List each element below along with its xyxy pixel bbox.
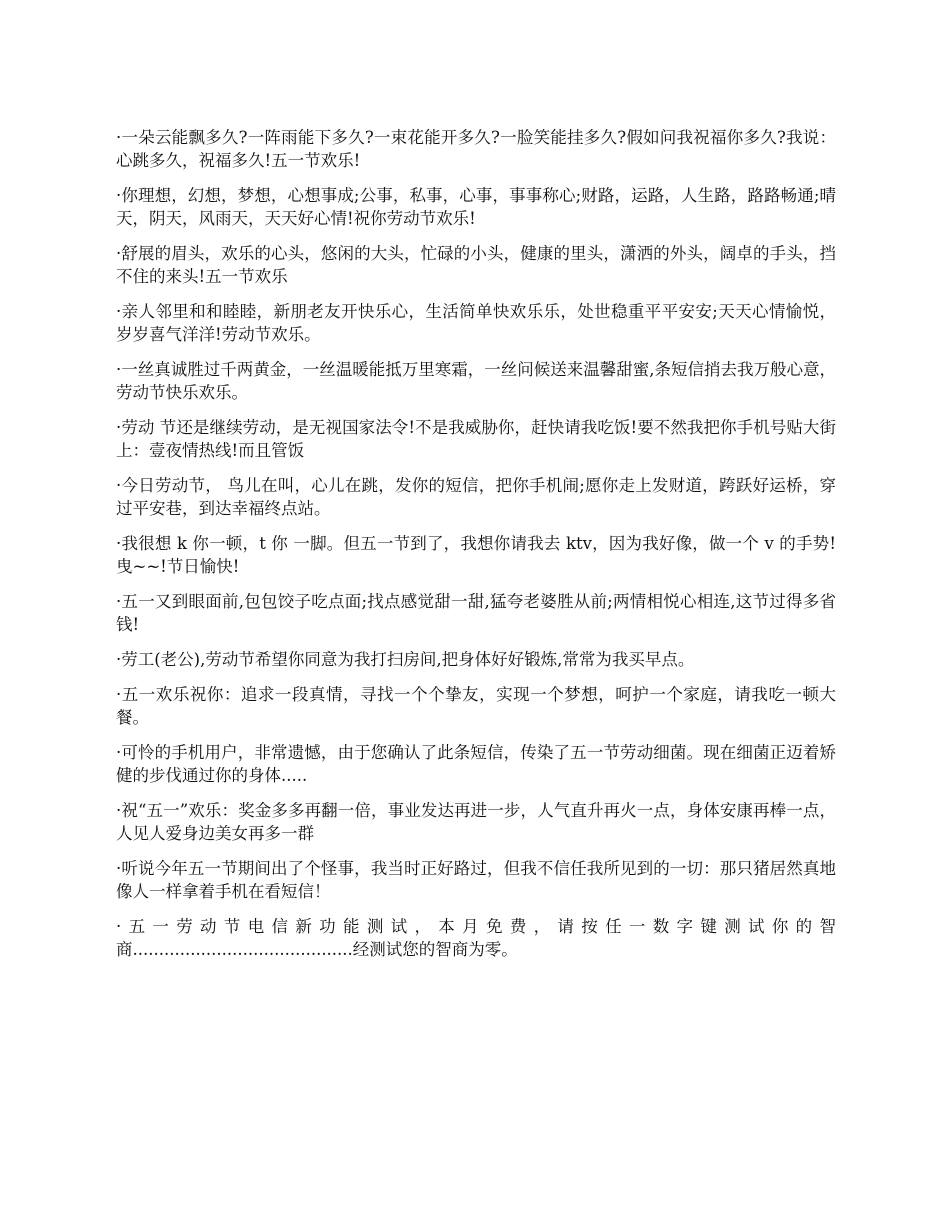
paragraph: ·祝“五一”欢乐：奖金多多再翻一倍，事业发达再进一步，人气直升再火一点，身体安康再棒一点，人见人爱身边美女再多一群 — [116, 801, 836, 843]
paragraph: ·五一又到眼面前,包包饺子吃点面;找点感觉甜一甜,猛夸老婆胜从前;两情相悦心相连,这节过得多省钱! — [116, 592, 836, 634]
paragraph: ·舒展的眉头，欢乐的心头，悠闲的大头，忙碌的小头，健康的里头，潇洒的外头，阔卓的手头，挡不住的来头!五一节欢乐 — [116, 244, 836, 286]
document-body — [116, 126, 836, 973]
paragraph: ·我很想 k 你一顿，t 你 一脚。但五一节到了，我想你请我去 ktv，因为我好像，做一个 v 的手势!曳~~!节日愉快! — [116, 534, 836, 576]
paragraph: ·劳工(老公),劳动节希望你同意为我打扫房间,把身体好好锻炼,常常为我买早点。 — [116, 650, 695, 669]
paragraph: ·五一欢乐祝你：追求一段真情，寻找一个个挚友，实现一个梦想，呵护一个家庭，请我吃一顿大餐。 — [116, 685, 836, 727]
paragraph: ·劳动 节还是继续劳动，是无视国家法令!不是我威胁你，赶快请我吃饭!要不然我把你手机号贴大街上：壹夜情热线!而且管饭 — [116, 418, 836, 460]
paragraph: ·一丝真诚胜过千两黄金，一丝温暖能抵万里寒霜，一丝问候送来温馨甜蜜,条短信捎去我万般心意，劳动节快乐欢乐。 — [116, 360, 836, 402]
paragraph: ·五一劳动节电信新功能测试，本月免费，请按任一数字键测试你的智商..........................................经测试您的智商为零。 — [116, 917, 836, 959]
paragraph: ·亲人邻里和和睦睦，新朋老友开快乐心，生活简单快欢乐乐，处世稳重平平安安;天天心情愉悦，岁岁喜气洋洋!劳动节欢乐。 — [116, 302, 836, 344]
paragraph: ·可怜的手机用户，非常遗憾，由于您确认了此条短信，传染了五一节劳动细菌。现在细菌正迈着矫健的步伐通过你的身体..... — [116, 743, 836, 785]
paragraph: ·你理想，幻想，梦想，心想事成;公事，私事，心事，事事称心;财路，运路，人生路，路路畅通;晴天，阴天，风雨天，天天好心情!祝你劳动节欢乐! — [116, 186, 836, 228]
paragraph: ·听说今年五一节期间出了个怪事，我当时正好路过，但我不信任我所见到的一切：那只猪居然真地像人一样拿着手机在看短信！ — [116, 859, 836, 901]
paragraph: ·一朵云能飘多久?一阵雨能下多久?一束花能开多久?一脸笑能挂多久?假如问我祝福你多久?我说：心跳多久，祝福多久!五一节欢乐! — [116, 128, 836, 170]
paragraph: ·今日劳动节， 鸟儿在叫，心儿在跳，发你的短信，把你手机闹;愿你走上发财道，跨跃好运桥，穿过平安巷，到达幸福终点站。 — [116, 476, 836, 518]
